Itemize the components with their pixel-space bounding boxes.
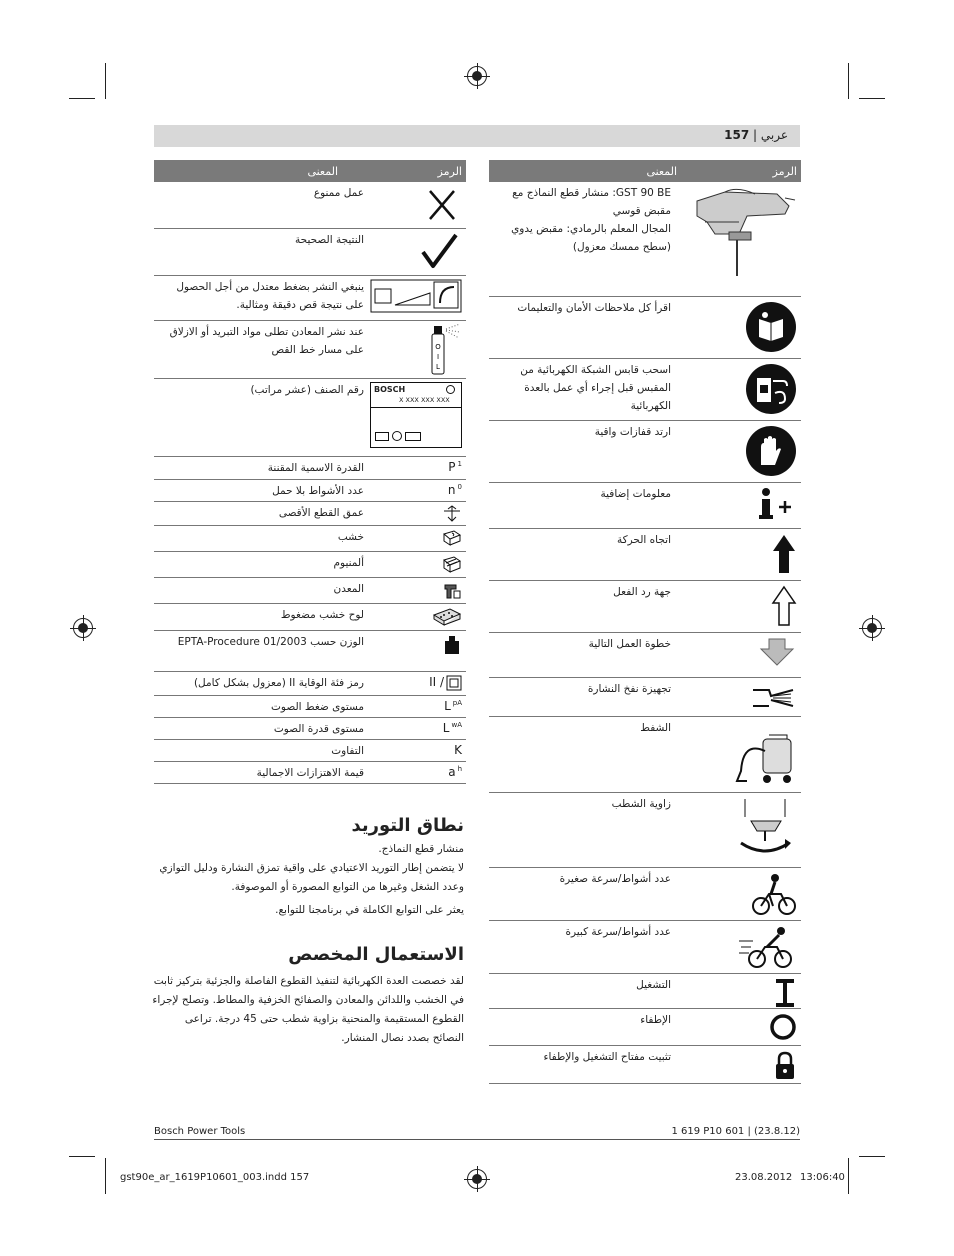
protection-class-icon: [446, 675, 462, 694]
weight-icon: [442, 634, 462, 659]
footer-date: 23.08.2012: [735, 1172, 793, 1183]
nameplate-mark: [405, 432, 421, 441]
symbol-cell: [370, 696, 466, 717]
symbol-cell: [677, 678, 801, 716]
registration-mark-icon: [862, 618, 882, 638]
symbol-cell: [370, 552, 466, 577]
meaning-line: معلومات إضافية: [600, 488, 671, 500]
table-row: [489, 182, 801, 297]
meaning-cell: رمز فئة الوقاية II (معزول بشكل كامل): [193, 677, 364, 689]
table-row: [154, 229, 466, 276]
symbol-cell: [370, 321, 466, 378]
meaning-cell: ينبغي النشر بضغط معتدل من أجل الحصول على نتيجة قص دقيقة ومثالية.: [176, 281, 364, 311]
arrow-up-filled-icon: [771, 533, 797, 578]
symbol-subscript: pA: [452, 699, 462, 707]
cutting-depth-icon: [442, 505, 462, 526]
registration-mark-icon: [467, 1169, 487, 1189]
meaning-cell: [489, 529, 677, 580]
column-header-symbol: الرمز: [437, 164, 462, 178]
svg-text:O: O: [435, 343, 441, 351]
symbols-table-right: [489, 160, 801, 1084]
symbol-cell: [677, 974, 801, 1008]
pressure-gauge-icon: [370, 279, 462, 316]
svg-text:L: L: [436, 363, 440, 371]
symbol-cell: [370, 672, 466, 695]
meaning-cell: [489, 1046, 677, 1083]
meaning-cell: [489, 868, 677, 920]
table-row: [489, 633, 801, 678]
table-row: [154, 604, 466, 631]
power-off-icon: [769, 1013, 797, 1044]
meaning-line: اسحب قابس الشبكة الكهربائية من المقبس قبل إجراء أي عمل بالعدة الكهربائية: [520, 364, 671, 412]
symbol-cell: [370, 578, 466, 603]
meaning-cell: [489, 974, 677, 1008]
footer-time: 13:06:40: [800, 1172, 845, 1183]
table-header: [489, 160, 801, 182]
meaning-cell: لوح خشب مضغوط: [280, 609, 364, 621]
table-row: [154, 276, 466, 321]
cross-icon: [422, 185, 462, 228]
jigsaw-icon: [685, 186, 797, 289]
meaning-cell: خشب: [337, 531, 364, 543]
registration-mark-icon: [467, 66, 487, 86]
meaning-line: زاوية الشطب: [611, 798, 671, 810]
table-row: [154, 552, 466, 578]
meaning-cell: النتيجة الصحيحة: [295, 234, 364, 246]
power-on-icon: [773, 978, 797, 1011]
symbol-cell: [370, 182, 466, 228]
nameplate-mark: [375, 432, 389, 441]
meaning-line: خطوة العمل التالية: [588, 638, 671, 650]
meaning-cell: [489, 1009, 677, 1045]
nameplate-mark: [392, 431, 402, 441]
symbol-text: L: [444, 699, 451, 713]
meaning-cell: رقم الصنف (عشر مراتب): [250, 384, 364, 396]
chipboard-icon: [432, 607, 462, 630]
column-header-meaning: المعنى: [307, 164, 338, 178]
section-title-delivery: نطاق التوريد: [351, 815, 464, 836]
header-language: عربي: [760, 128, 788, 142]
table-row: [489, 297, 801, 359]
symbol-cell: [677, 297, 801, 358]
meaning-cell: [489, 421, 677, 482]
symbol-cell: [677, 868, 801, 920]
meaning-line: اقرأ كل ملاحظات الأمان والتعليمات: [517, 302, 671, 314]
table-row: [489, 793, 801, 868]
meaning-line: ارتد قفازات واقية: [594, 426, 671, 438]
meaning-cell: عمق القطع الأقصى: [278, 507, 364, 519]
delivery-line: منشار قطع النماذج.: [378, 843, 464, 855]
table-row: [154, 502, 466, 526]
symbol-cell: [370, 457, 466, 479]
table-header: [154, 160, 466, 182]
meaning-line: تثبيت مفتاح التشغيل والإطفاء: [543, 1051, 671, 1063]
delivery-text: [152, 840, 464, 920]
table-row: [489, 921, 801, 974]
nameplate: [370, 382, 462, 448]
table-row: [489, 1009, 801, 1046]
table-row: [154, 578, 466, 604]
meaning-cell: المعدن: [333, 583, 364, 595]
gloves-icon: [745, 425, 797, 480]
symbol-cell: [677, 421, 801, 482]
table-row: [489, 581, 801, 633]
meaning-line: اتجاه الحركة: [617, 534, 671, 546]
symbols-table-left: [154, 160, 466, 784]
symbol-cell: [677, 1046, 801, 1083]
symbol-cell: [370, 631, 466, 671]
meaning-cell: [489, 633, 677, 677]
delivery-line: لا يتضمن إطار التوريد الاعتيادي على واقية تمزق النشارة ودليل التوازي وعدد الشغل وغيرها من التوابع المصورة أو الموصوفة.: [159, 862, 464, 893]
crop-mark: [69, 1156, 95, 1157]
crop-mark: [859, 1156, 885, 1157]
read-manual-icon: [745, 301, 797, 356]
meaning-cell: التفاوت: [331, 745, 364, 757]
footer-doc-number: 1 619 P10 601 | (23.8.12): [671, 1126, 800, 1137]
lock-icon: [773, 1050, 797, 1085]
meaning-cell: [489, 717, 677, 792]
meaning-cell: [489, 678, 677, 716]
table-row: [154, 672, 466, 696]
symbol-cell: [370, 718, 466, 739]
nameplate-brand: BOSCH: [374, 385, 406, 394]
nameplate-number: X XXX XXX XXX: [399, 396, 450, 404]
oil-spray-icon: [426, 324, 462, 381]
arrow-down-gray-icon: [757, 637, 797, 670]
table-row: [154, 631, 466, 672]
crop-mark: [69, 98, 95, 99]
meaning-cell: مستوى ضغط الصوت: [271, 701, 364, 713]
meaning-cell: القدرة الاسمية المقننة: [267, 462, 364, 474]
symbol-text: II /: [429, 675, 444, 689]
crop-mark: [859, 98, 885, 99]
table-row: [154, 696, 466, 718]
meaning-line: عدد أشواط/سرعة كبيرة: [565, 926, 671, 938]
svg-text:I: I: [436, 353, 440, 361]
symbol-cell: [677, 581, 801, 632]
crop-mark: [848, 63, 849, 99]
symbol-cell: [370, 762, 466, 783]
symbol-cell: [677, 921, 801, 973]
symbol-cell: [677, 359, 801, 420]
vacuum-icon: [735, 721, 797, 790]
header-page-number: 157: [724, 128, 750, 142]
meaning-line: عدد أشواط/سرعة صغيرة: [559, 873, 671, 885]
intended-use-text: لقد خصصت العدة الكهربائية لتنفيذ القطوع الفاصلة والجزئية بتركيز ثابت في الخشب واللدائن والمعادن والصفائح الخزفية والمطاط. وتصلح لإجراء القطوع المستقيمة والمنحنية بزاوية شطب حتى 45 درجة. تراعى النصائح بصدد نصال المنشار.: [152, 975, 464, 1044]
meaning-cell: الوزن حسب EPTA-Procedure 01/2003: [177, 636, 364, 648]
table-row: [154, 182, 466, 229]
table-row: [154, 718, 466, 740]
meaning-cell: [489, 921, 677, 973]
crop-mark: [105, 63, 106, 99]
meaning-cell: [489, 581, 677, 632]
meaning-cell: ألمنيوم: [333, 557, 364, 569]
symbol-subscript: wA: [451, 721, 462, 729]
wood-icon: [442, 529, 462, 550]
table-row: [489, 483, 801, 529]
table-row: [489, 1046, 801, 1084]
symbol-subscript: 1: [457, 460, 462, 468]
table-row: [489, 421, 801, 483]
cyclist-slow-icon: [751, 872, 797, 919]
symbol-cell: [677, 1009, 801, 1045]
symbol-cell: [370, 502, 466, 525]
meaning-cell: مستوى قدرة الصوت: [273, 723, 364, 735]
aluminium-icon: [442, 555, 462, 578]
table-row: [154, 379, 466, 457]
meaning-line: التشغيل: [636, 979, 671, 991]
cyclist-fast-icon: [737, 925, 797, 972]
info-plus-icon: [757, 487, 797, 524]
meaning-cell: عند نشر المعادن تطلى مواد التبريد أو الازلاق على مسار خط القص: [169, 326, 364, 356]
table-row: [489, 974, 801, 1009]
symbol-cell: [677, 182, 801, 296]
meaning-cell: [489, 297, 677, 358]
column-header-meaning: المعنى: [646, 164, 677, 178]
table-row: [154, 740, 466, 762]
table-row: [154, 762, 466, 784]
delivery-line: يعثر على التوابع الكاملة في برنامجنا للتوابع.: [275, 904, 464, 916]
table-row: [489, 359, 801, 421]
meaning-cell: [489, 359, 677, 420]
meaning-line: GST 90 BE: منشار قطع النماذج مع مقبض قوسي: [512, 187, 671, 217]
registration-mark-icon: [73, 618, 93, 638]
section-title-intended-use: الاستعمال المخصص: [288, 944, 464, 965]
symbol-cell: [370, 276, 466, 320]
footer-file: gst90e_ar_1619P10601_003.indd 157: [120, 1172, 310, 1183]
meaning-cell: [489, 483, 677, 528]
symbol-text: a: [448, 765, 456, 779]
symbol-subscript: 0: [457, 483, 462, 491]
symbol-subscript: h: [457, 765, 462, 773]
meaning-cell: [489, 182, 677, 296]
symbol-text: K: [454, 743, 462, 757]
unplug-icon: [745, 363, 797, 418]
table-row: [154, 526, 466, 552]
meaning-line: جهة رد الفعل: [613, 586, 671, 598]
symbol-cell: [370, 604, 466, 630]
symbol-cell: [677, 717, 801, 792]
blower-icon: [749, 682, 797, 717]
symbol-cell: [370, 229, 466, 275]
table-row: [489, 868, 801, 921]
arrow-up-outline-icon: [771, 585, 797, 630]
bevel-angle-icon: [735, 797, 797, 866]
meaning-cell: عمل ممنوع: [313, 187, 364, 199]
metal-icon: [442, 581, 462, 604]
symbol-cell: [370, 480, 466, 501]
symbol-text: L: [442, 721, 450, 735]
check-icon: [418, 232, 462, 275]
column-header-symbol: الرمز: [772, 164, 797, 178]
table-row: [489, 678, 801, 717]
table-row: [154, 457, 466, 480]
meaning-cell: عدد الأشواط بلا حمل: [272, 485, 364, 497]
meaning-line: تجهيزة نفخ النشارة: [587, 683, 671, 695]
table-row: [154, 321, 466, 379]
meaning-line: المجال المعلم بالرمادي: مقبض يدوي (سطح ممسك معزول): [511, 223, 671, 253]
page-header: [154, 125, 800, 147]
meaning-cell: قيمة الاهتزازات الاجمالية: [256, 767, 364, 779]
crop-mark: [848, 1158, 849, 1194]
globe-icon: [446, 385, 455, 394]
page-header-label: عربي | 157: [724, 128, 788, 142]
table-row: [489, 529, 801, 581]
symbol-cell: [370, 379, 466, 456]
table-row: [154, 480, 466, 502]
meaning-line: الشفط: [640, 722, 671, 734]
meaning-line: الإطفاء: [640, 1014, 671, 1026]
table-row: [489, 717, 801, 793]
crop-mark: [105, 1158, 106, 1194]
footer-brand: Bosch Power Tools: [154, 1126, 246, 1137]
symbol-text: P: [448, 460, 456, 474]
symbol-cell: [677, 483, 801, 528]
meaning-cell: [489, 793, 677, 867]
footer-divider: [154, 1139, 800, 1140]
symbol-cell: [677, 633, 801, 677]
symbol-cell: [370, 740, 466, 761]
symbol-text: n: [447, 483, 456, 497]
symbol-cell: [677, 793, 801, 867]
symbol-cell: [370, 526, 466, 551]
symbol-cell: [677, 529, 801, 580]
